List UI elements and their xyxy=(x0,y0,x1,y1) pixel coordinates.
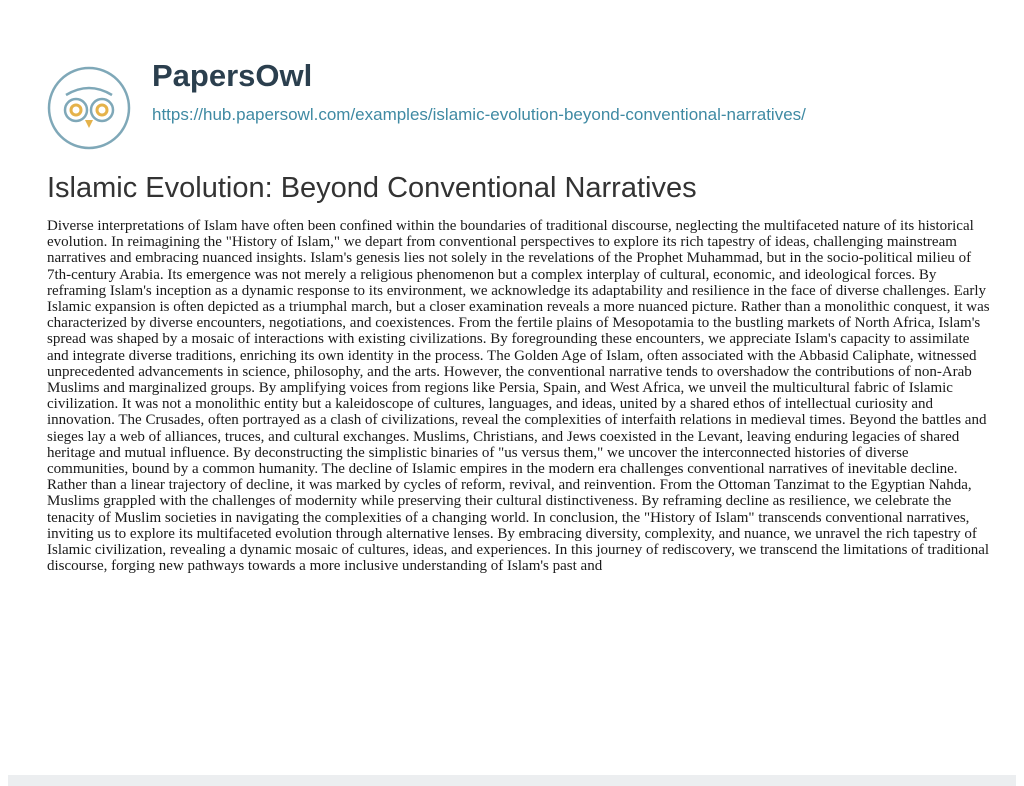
article-url-link[interactable]: https://hub.papersowl.com/examples/islamic-evolution-beyond-conventional-narratives/ xyxy=(152,105,806,124)
page-header xyxy=(0,0,1024,160)
article-body: Diverse interpretations of Islam have often been confined within the boundaries of traditional discourse, neglecting the multifaceted nature of its historical evolution. In reimagining the "History of Islam," we depart from conventional perspectives to explore its rich tapestry of ideas, challenging mainstream narratives and embracing nuanced insights. Islam's genesis lies not solely in the revelations of the Prophet Muhammad, but in the socio-political milieu of 7th-century Arabia. Its emergence was not merely a religious phenomenon but a complex interplay of cultural, economic, and ideological forces. By reframing Islam's inception as a dynamic response to its environment, we acknowledge its adaptability and resilience in the face of diverse challenges. Early Islamic expansion is often depicted as a triumphal march, but a closer examination reveals a more nuanced picture. Rather than a monolithic conquest, it was characterized by diverse encounters, negotiations, and coexistences. From the fertile plains of Mesopotamia to the bustling markets of North Africa, Islam's spread was shaped by a mosaic of interactions with existing civilizations. By foregrounding these encounters, we appreciate Islam's capacity to assimilate and integrate diverse traditions, enriching its own identity in the process. The Golden Age of Islam, often associated with the Abbasid Caliphate, witnessed unprecedented advancements in science, philosophy, and the arts. However, the conventional narrative tends to overshadow the contributions of non-Arab Muslims and marginalized groups. By amplifying voices from regions like Persia, Spain, and West Africa, we unveil the multicultural fabric of Islamic civilization. It was not a monolithic entity but a kaleidoscope of cultures, languages, and ideas, united by a shared ethos of intellectual curiosity and innovation. The Crusades, often portrayed as a clash of civilizations, reveal the complexities of interfaith relations in medieval times. Beyond the battles and sieges lay a web of alliances, truces, and cultural exchanges. Muslims, Christians, and Jews coexisted in the Levant, leaving enduring legacies of shared heritage and mutual influence. By deconstructing the simplistic binaries of "us versus them," we uncover the interconnected histories of diverse communities, bound by a common humanity. The decline of Islamic empires in the modern era challenges conventional narratives of inevitable decline. Rather than a linear trajectory of decline, it was marked by cycles of reform, revival, and reinvention. From the Ottoman Tanzimat to the Egyptian Nahda, Muslims grappled with the challenges of modernity while preserving their cultural distinctiveness. By reframing decline as resilience, we celebrate the tenacity of Muslim societies in navigating the complexities of a changing world. In conclusion, the "History of Islam" transcends conventional narratives, inviting us to explore its multifaceted evolution through alternative lenses. By embracing diversity, complexity, and nuance, we unravel the rich tapestry of Islamic civilization, revealing a dynamic mosaic of cultures, ideas, and experiences. In this journey of rediscovery, we transcend the limitations of traditional discourse, forging new pathways towards a more inclusive understanding of Islam's past and xyxy=(47,218,990,575)
brand-name: PapersOwl xyxy=(152,58,313,93)
page-bottom-bar xyxy=(8,775,1016,786)
article-title: Islamic Evolution: Beyond Conventional Narratives xyxy=(47,172,697,204)
owl-face-icon xyxy=(46,65,132,151)
